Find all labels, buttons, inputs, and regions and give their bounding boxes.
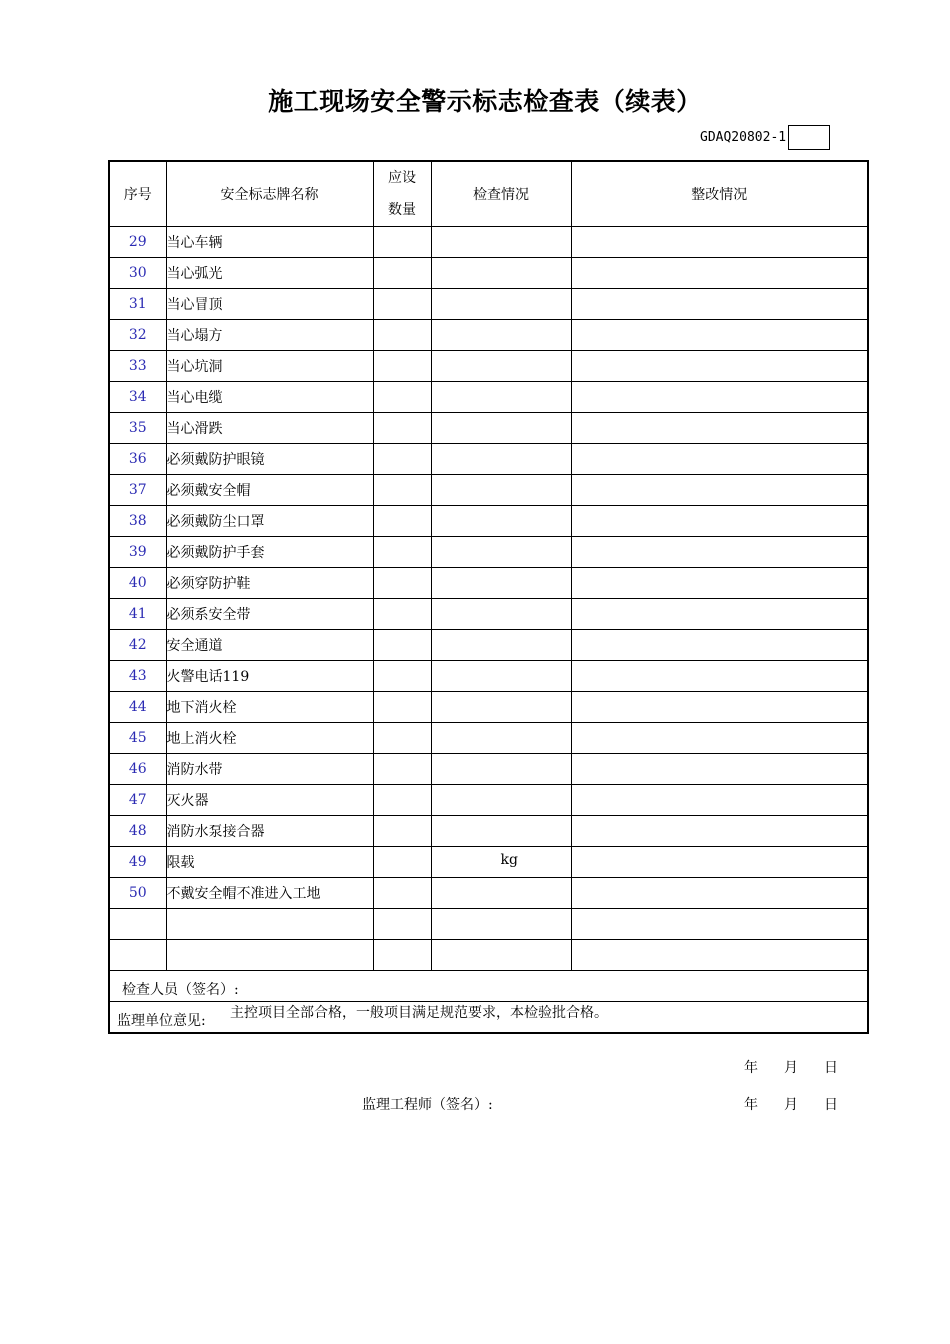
check-cell[interactable] xyxy=(431,382,571,413)
row-number: 32 xyxy=(109,320,166,351)
blank-seq-cell[interactable] xyxy=(109,909,166,940)
table-row xyxy=(109,227,868,258)
table-row xyxy=(109,537,868,568)
row-number: 35 xyxy=(109,413,166,444)
blank-row xyxy=(109,940,868,971)
inspection-table xyxy=(108,160,869,1113)
sign-name: 当心坑洞 xyxy=(166,359,223,375)
check-cell[interactable] xyxy=(431,289,571,320)
sign-name: 必须穿防护鞋 xyxy=(166,576,251,592)
table-row xyxy=(109,785,868,816)
check-cell[interactable] xyxy=(431,258,571,289)
qty-cell[interactable] xyxy=(373,320,431,351)
qty-cell[interactable] xyxy=(373,754,431,785)
fix-cell[interactable] xyxy=(571,506,868,537)
row-number: 41 xyxy=(109,599,166,630)
table-row xyxy=(109,413,868,444)
check-cell[interactable] xyxy=(431,475,571,506)
supervision-row xyxy=(109,1002,868,1034)
blank-row xyxy=(109,909,868,940)
inspector-row xyxy=(109,971,868,1002)
qty-cell[interactable] xyxy=(373,289,431,320)
sign-name: 当心冒顶 xyxy=(166,297,223,313)
table-row xyxy=(109,816,868,847)
sign-name-cell xyxy=(166,630,373,661)
check-cell[interactable] xyxy=(431,227,571,258)
fix-cell[interactable] xyxy=(571,568,868,599)
sign-name-cell xyxy=(166,878,373,909)
header-check: 检查情况 xyxy=(431,161,571,227)
sign-name-cell xyxy=(166,475,373,506)
table-row xyxy=(109,568,868,599)
qty-cell[interactable] xyxy=(373,351,431,382)
qty-cell[interactable] xyxy=(373,692,431,723)
qty-cell[interactable] xyxy=(373,258,431,289)
blank-fix-cell[interactable] xyxy=(571,909,868,940)
sign-name: 地上消火栓 xyxy=(166,731,237,747)
row-number: 48 xyxy=(109,816,166,847)
sign-name-cell xyxy=(166,320,373,351)
form-code-area xyxy=(700,124,830,150)
qty-cell[interactable] xyxy=(373,413,431,444)
sign-name-cell xyxy=(166,568,373,599)
qty-cell[interactable] xyxy=(373,537,431,568)
inspector-year: 年 xyxy=(744,1060,758,1076)
check-cell[interactable] xyxy=(431,537,571,568)
row-number: 43 xyxy=(109,661,166,692)
row-number: 30 xyxy=(109,258,166,289)
qty-cell[interactable] xyxy=(373,661,431,692)
qty-cell[interactable] xyxy=(373,599,431,630)
sign-name: 必须戴防护手套 xyxy=(166,545,265,561)
fix-cell[interactable] xyxy=(571,351,868,382)
sign-name: 必须系安全带 xyxy=(166,607,251,623)
supervision-cell[interactable] xyxy=(109,1002,868,1113)
sign-name-cell xyxy=(166,444,373,475)
sign-name: 当心电缆 xyxy=(166,390,223,406)
sign-name-cell xyxy=(166,692,373,723)
fix-cell[interactable] xyxy=(571,847,868,878)
check-cell[interactable] xyxy=(431,661,571,692)
table-row xyxy=(109,351,868,382)
row-number: 33 xyxy=(109,351,166,382)
qty-cell[interactable] xyxy=(373,475,431,506)
fix-cell[interactable] xyxy=(571,289,868,320)
table-row xyxy=(109,630,868,661)
row-number: 42 xyxy=(109,630,166,661)
sign-name-cell xyxy=(166,351,373,382)
fix-cell[interactable] xyxy=(571,878,868,909)
table-row xyxy=(109,475,868,506)
table-row xyxy=(109,847,868,878)
sign-name-cell xyxy=(166,599,373,630)
header-fix: 整改情况 xyxy=(571,161,868,227)
check-cell[interactable] xyxy=(431,754,571,785)
check-cell[interactable] xyxy=(431,816,571,847)
check-cell[interactable] xyxy=(431,320,571,351)
fix-cell[interactable] xyxy=(571,413,868,444)
qty-cell[interactable] xyxy=(373,382,431,413)
table-row xyxy=(109,258,868,289)
sign-name: 地下消火栓 xyxy=(166,700,237,716)
inspector-date xyxy=(744,1057,838,1077)
sign-name: 不戴安全帽不准进入工地 xyxy=(166,886,321,902)
fix-cell[interactable] xyxy=(571,444,868,475)
sign-name: 火警电话119 xyxy=(166,669,250,685)
row-number: 38 xyxy=(109,506,166,537)
row-number: 45 xyxy=(109,723,166,754)
check-cell[interactable] xyxy=(431,413,571,444)
qty-cell[interactable] xyxy=(373,723,431,754)
inspector-label: 检查人员（签名）: xyxy=(122,982,239,998)
sign-name-cell xyxy=(166,258,373,289)
header-qty-line2: 数量 xyxy=(388,202,416,218)
table-row xyxy=(109,692,868,723)
check-cell[interactable] xyxy=(431,506,571,537)
sign-name-cell xyxy=(166,413,373,444)
sign-name: 消防水带 xyxy=(166,762,223,778)
sign-name-cell xyxy=(166,754,373,785)
qty-cell[interactable] xyxy=(373,785,431,816)
sign-name: 当心弧光 xyxy=(166,266,223,282)
fix-cell[interactable] xyxy=(571,692,868,723)
fix-cell[interactable] xyxy=(571,661,868,692)
sign-name-cell xyxy=(166,289,373,320)
row-number: 31 xyxy=(109,289,166,320)
table-row xyxy=(109,599,868,630)
fix-cell[interactable] xyxy=(571,723,868,754)
fix-cell[interactable] xyxy=(571,816,868,847)
row-number: 50 xyxy=(109,878,166,909)
fix-cell[interactable] xyxy=(571,227,868,258)
row-number: 47 xyxy=(109,785,166,816)
table-row xyxy=(109,878,868,909)
qty-cell[interactable] xyxy=(373,847,431,878)
qty-cell[interactable] xyxy=(373,630,431,661)
supervision-year: 年 xyxy=(744,1097,758,1113)
table-row xyxy=(109,289,868,320)
row-number: 46 xyxy=(109,754,166,785)
header-seq: 序号 xyxy=(109,161,166,227)
fix-cell[interactable] xyxy=(571,537,868,568)
blank-check-cell[interactable] xyxy=(431,940,571,971)
header-name: 安全标志牌名称 xyxy=(166,161,373,227)
blank-seq-cell[interactable] xyxy=(109,940,166,971)
form-code-box[interactable] xyxy=(788,125,830,150)
sign-name-cell xyxy=(166,723,373,754)
fix-cell[interactable] xyxy=(571,630,868,661)
sign-name: 安全通道 xyxy=(166,638,223,654)
qty-cell[interactable] xyxy=(373,816,431,847)
sign-name: 限载 xyxy=(166,855,195,871)
header-qty xyxy=(373,161,431,227)
sign-name-cell xyxy=(166,382,373,413)
blank-check-cell[interactable] xyxy=(431,909,571,940)
sign-name: 当心塌方 xyxy=(166,328,223,344)
table-row xyxy=(109,506,868,537)
check-cell[interactable] xyxy=(431,878,571,909)
check-cell[interactable] xyxy=(431,723,571,754)
fix-cell[interactable] xyxy=(571,475,868,506)
fix-cell[interactable] xyxy=(571,785,868,816)
fix-cell[interactable] xyxy=(571,599,868,630)
sign-name-cell xyxy=(166,506,373,537)
supervision-day: 日 xyxy=(824,1097,838,1113)
blank-qty-cell[interactable] xyxy=(373,909,431,940)
sign-name-cell xyxy=(166,816,373,847)
sign-name: 消防水泵接合器 xyxy=(166,824,265,840)
fix-cell[interactable] xyxy=(571,320,868,351)
row-number: 37 xyxy=(109,475,166,506)
header-row xyxy=(109,161,868,227)
check-cell[interactable] xyxy=(431,785,571,816)
sign-name: 灭火器 xyxy=(166,793,209,809)
inspector-month: 月 xyxy=(784,1060,798,1076)
check-cell[interactable] xyxy=(431,847,571,878)
qty-cell[interactable] xyxy=(373,227,431,258)
table-row xyxy=(109,661,868,692)
check-cell[interactable] xyxy=(431,599,571,630)
fix-cell[interactable] xyxy=(571,258,868,289)
check-cell[interactable] xyxy=(431,630,571,661)
row-number: 44 xyxy=(109,692,166,723)
sign-name: 当心滑跌 xyxy=(166,421,223,437)
supervision-month: 月 xyxy=(784,1097,798,1113)
qty-cell[interactable] xyxy=(373,878,431,909)
fix-cell[interactable] xyxy=(571,754,868,785)
row-number: 36 xyxy=(109,444,166,475)
table-row xyxy=(109,444,868,475)
table-row xyxy=(109,320,868,351)
engineer-signature-label: 监理工程师（签名）: xyxy=(362,1097,493,1113)
check-cell[interactable] xyxy=(431,351,571,382)
supervision-date xyxy=(744,1094,838,1114)
row-number: 49 xyxy=(109,847,166,878)
sign-name-cell xyxy=(166,227,373,258)
check-cell[interactable] xyxy=(431,692,571,723)
table-row xyxy=(109,723,868,754)
sign-name: 当心车辆 xyxy=(166,235,223,251)
supervision-opinion: 主控项目全部合格，一般项目满足规范要求，本检验批合格。 xyxy=(230,1005,608,1021)
table-row xyxy=(109,754,868,785)
qty-cell[interactable] xyxy=(373,506,431,537)
blank-qty-cell[interactable] xyxy=(373,940,431,971)
qty-cell[interactable] xyxy=(373,444,431,475)
blank-name-cell[interactable] xyxy=(166,940,373,971)
load-unit: kg xyxy=(500,852,518,868)
row-number: 40 xyxy=(109,568,166,599)
page-title: 施工现场安全警示标志检查表（续表） xyxy=(268,87,702,116)
row-number: 29 xyxy=(109,227,166,258)
sign-name: 必须戴防护眼镜 xyxy=(166,452,265,468)
blank-fix-cell[interactable] xyxy=(571,940,868,971)
sign-name: 必须戴防尘口罩 xyxy=(166,514,265,530)
supervision-label: 监理单位意见: xyxy=(117,1013,206,1029)
sign-name-cell xyxy=(166,785,373,816)
check-cell[interactable] xyxy=(431,444,571,475)
blank-name-cell[interactable] xyxy=(166,909,373,940)
table-row xyxy=(109,382,868,413)
row-number: 39 xyxy=(109,537,166,568)
sign-name-cell xyxy=(166,661,373,692)
qty-cell[interactable] xyxy=(373,568,431,599)
sign-name: 必须戴安全帽 xyxy=(166,483,251,499)
check-cell[interactable] xyxy=(431,568,571,599)
sign-name-cell xyxy=(166,847,518,878)
fix-cell[interactable] xyxy=(571,382,868,413)
row-number: 34 xyxy=(109,382,166,413)
form-code: GDAQ20802-1 xyxy=(700,129,787,145)
inspector-day: 日 xyxy=(824,1060,838,1076)
sign-name-cell xyxy=(166,537,373,568)
header-qty-line1: 应设 xyxy=(388,170,416,186)
